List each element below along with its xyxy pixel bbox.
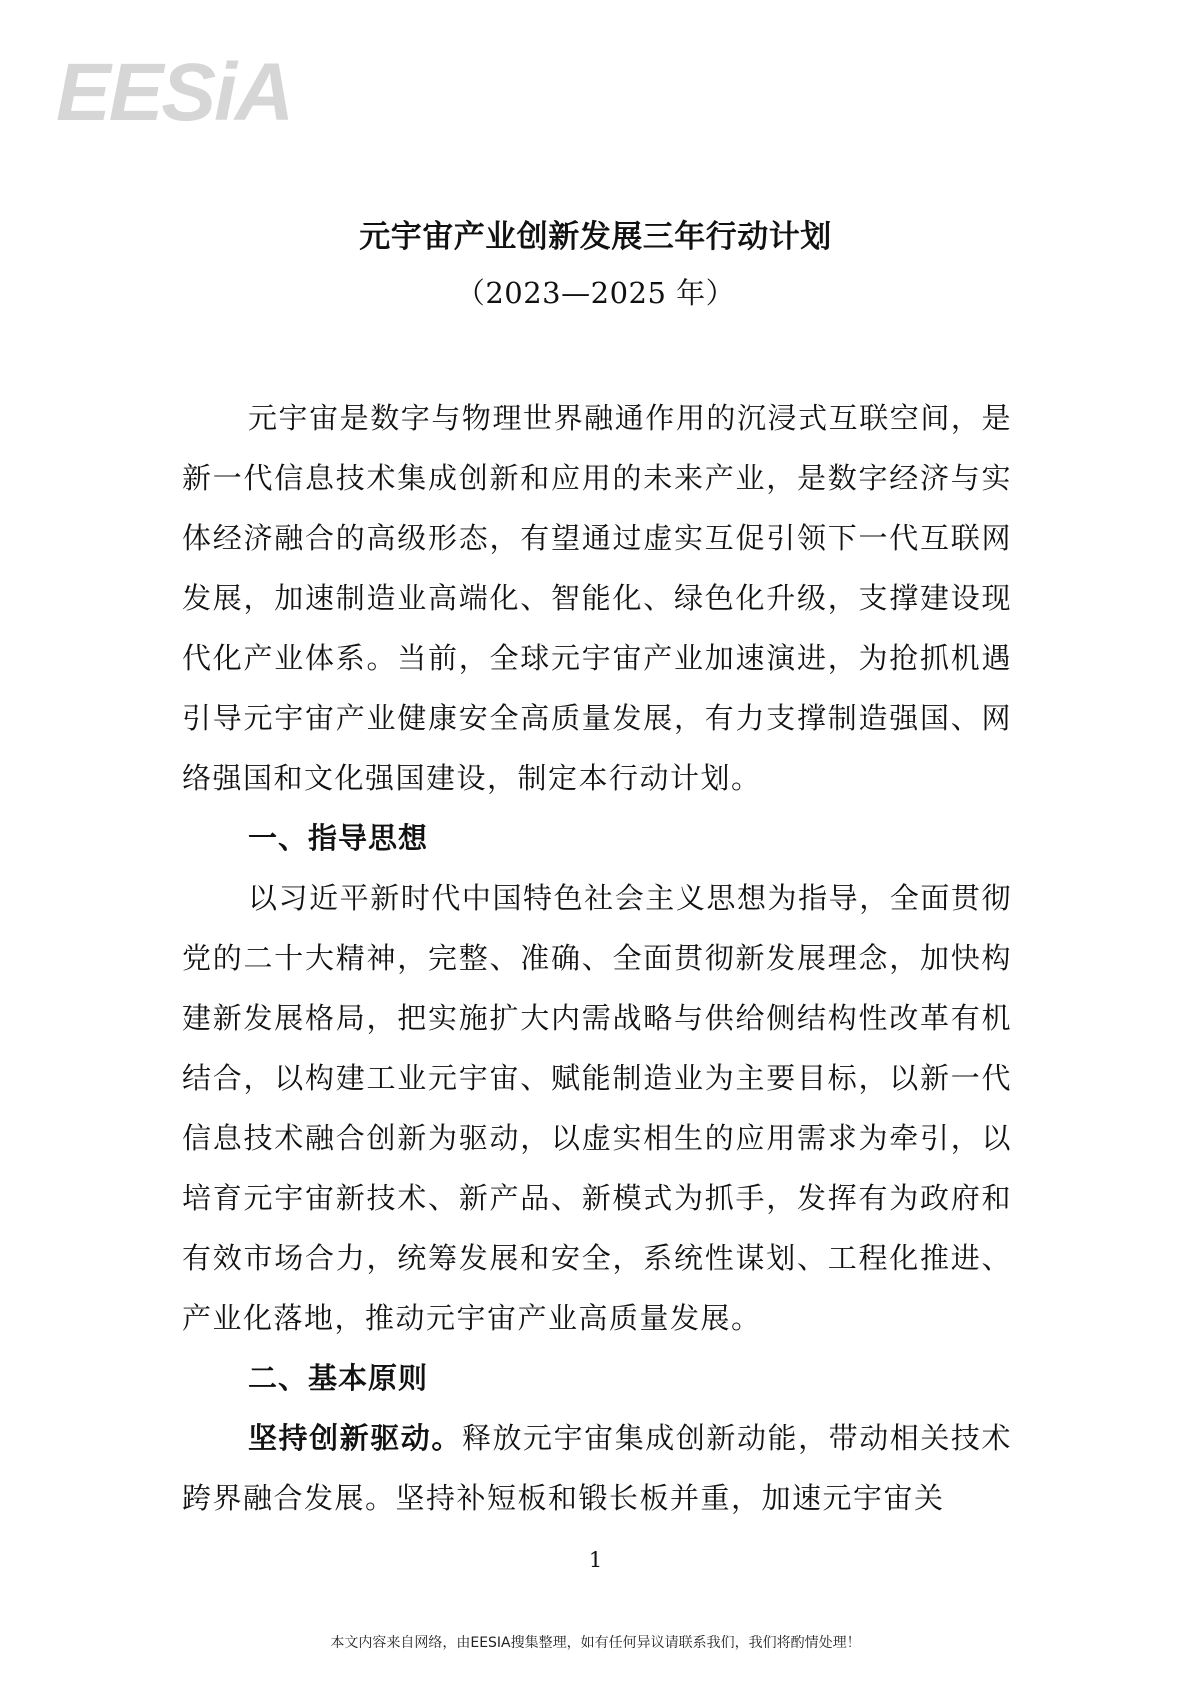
guiding-thought-paragraph: 以习近平新时代中国特色社会主义思想为指导，全面贯彻党的二十大精神，完整、准确、全面贯彻新发展理念，加快构建新发展格局，把实施扩大内需战略与供给侧结构性改革有机结合，以构建工业元宇宙、赋能制造业为主要目标，以新一代信息技术融合创新为驱动，以虚实相生的应用需求为牵引，以培育元宇宙新技术、新产品、新模式为抓手，发挥有为政府和有效市场合力，统筹发展和安全，系统性谋划、工程化推进、产业化落地，推动元宇宙产业高质量发展。	[182, 881, 1012, 1335]
section-heading-basic-principles: 二、基本原则	[248, 1361, 429, 1395]
document-subtitle: （2023—2025 年）	[455, 276, 736, 310]
intro-paragraph: 元宇宙是数字与物理世界融通作用的沉浸式互联空间，是新一代信息技术集成创新和应用的未来产业，是数字经济与实体经济融合的高级形态，有望通过虚实互促引领下一代互联网发展，加速制造业高端化、智能化、绿色化升级，支撑建设现代化产业体系。当前，全球元宇宙产业加速演进，为抢抓机遇引导元宇宙产业健康安全高质量发展，有力支撑制造强国、网络强国和文化强国建设，制定本行动计划。	[182, 401, 1012, 795]
eesia-logo-watermark: EESiA	[56, 47, 293, 138]
page-number: 1	[588, 1548, 603, 1572]
title-block	[0, 215, 1191, 315]
principle-innovation-paragraph	[182, 1408, 1012, 1528]
principle-innovation-text: 释放元宇宙集成创新动能，带动相关技术跨界融合发展。坚持补短板和锻长板并重，加速元宇宙关	[182, 1421, 1012, 1515]
principle-innovation-lead: 坚持创新驱动。	[248, 1421, 462, 1455]
section-heading-guiding-thought: 一、指导思想	[248, 821, 429, 855]
document-body	[182, 388, 1012, 1528]
footer-disclaimer: 本文内容来自网络，由EESIA搜集整理，如有任何异议请联系我们，我们将酌情处理！	[330, 1635, 861, 1651]
document-title: 元宇宙产业创新发展三年行动计划	[359, 219, 832, 255]
